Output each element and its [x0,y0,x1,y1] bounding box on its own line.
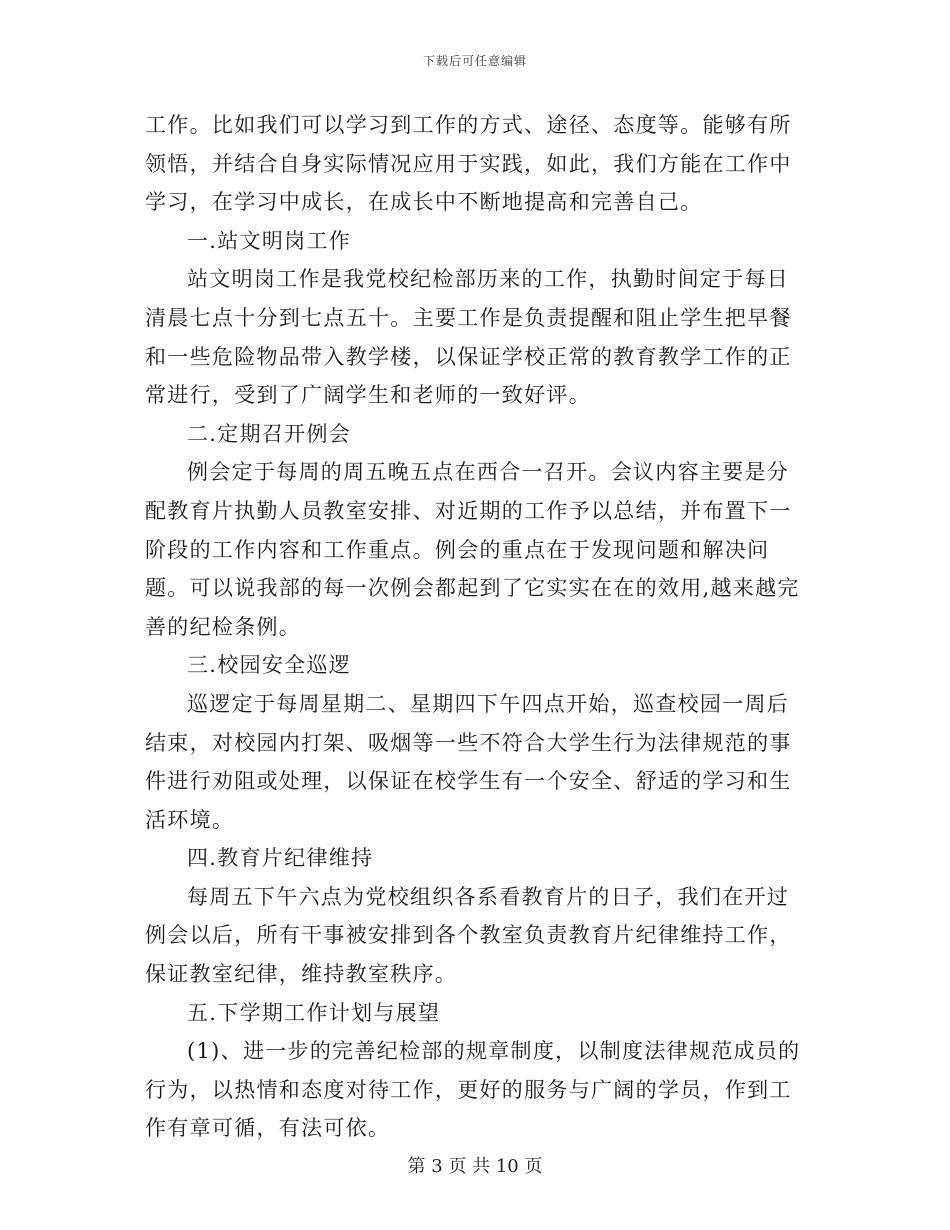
paragraph: 站文明岗工作是我党校纪检部历来的工作，执勤时间定于每日清晨七点十分到七点五十。主要工作是负责提醒和阻止学生把早餐和一些危险物品带入教学楼，以保证学校正常的教育教学工作的正常进行，受到了广阔学生和老师的一致好评。 [145,267,792,408]
section-heading: 二.定期召开例会 [187,421,352,446]
paragraph: (1)、进一步的完善纪检部的规章制度，以制度法律规范成员的行为，以热情和态度对待工作，更好的服务与广阔的学员，作到工作有章可循，有法可依。 [145,1039,801,1141]
page-header: 下载后可任意编辑 [422,54,527,68]
section-heading: 五.下学期工作计划与展望 [187,1000,441,1025]
paragraph: 每周五下午六点为党校组织各系看教育片的日子，我们在开过例会以后，所有干事被安排到各个教室负责教育片纪律维持工作，保证教室纪律，维持教室秩序。 [145,884,792,987]
paragraph: 工作。比如我们可以学习到工作的方式、途径、态度等。能够有所领悟，并结合自身实际情况应用于实践，如此，我们方能在工作中学习，在学习中成长，在成长中不断地提高和完善自己。 [145,113,792,215]
section-heading: 三.校园安全巡逻 [187,653,352,678]
page-number: 第 3 页 共 10 页 [407,1156,543,1177]
paragraph: 巡逻定于每周星期二、星期四下午四点开始，巡查校园一周后结束，对校园内打架、吸烟等一些不符合大学生行为法律规范的事件进行劝阻或处理，以保证在校学生有一个安全、舒适的学习和生活环境。 [145,691,792,832]
section-heading: 四.教育片纪律维持 [187,846,374,871]
paragraph: 例会定于每周的周五晚五点在西合一召开。会议内容主要是分配教育片执勤人员教室安排、对近期的工作予以总结，并布置下一阶段的工作内容和工作重点。例会的重点在于发现问题和解决问题。可以说我部的每一次例会都起到了它实实在在的效用,越来越完善的纪检条例。 [145,460,800,639]
document-body [145,106,807,1148]
section-heading: 一.站文明岗工作 [187,228,352,253]
